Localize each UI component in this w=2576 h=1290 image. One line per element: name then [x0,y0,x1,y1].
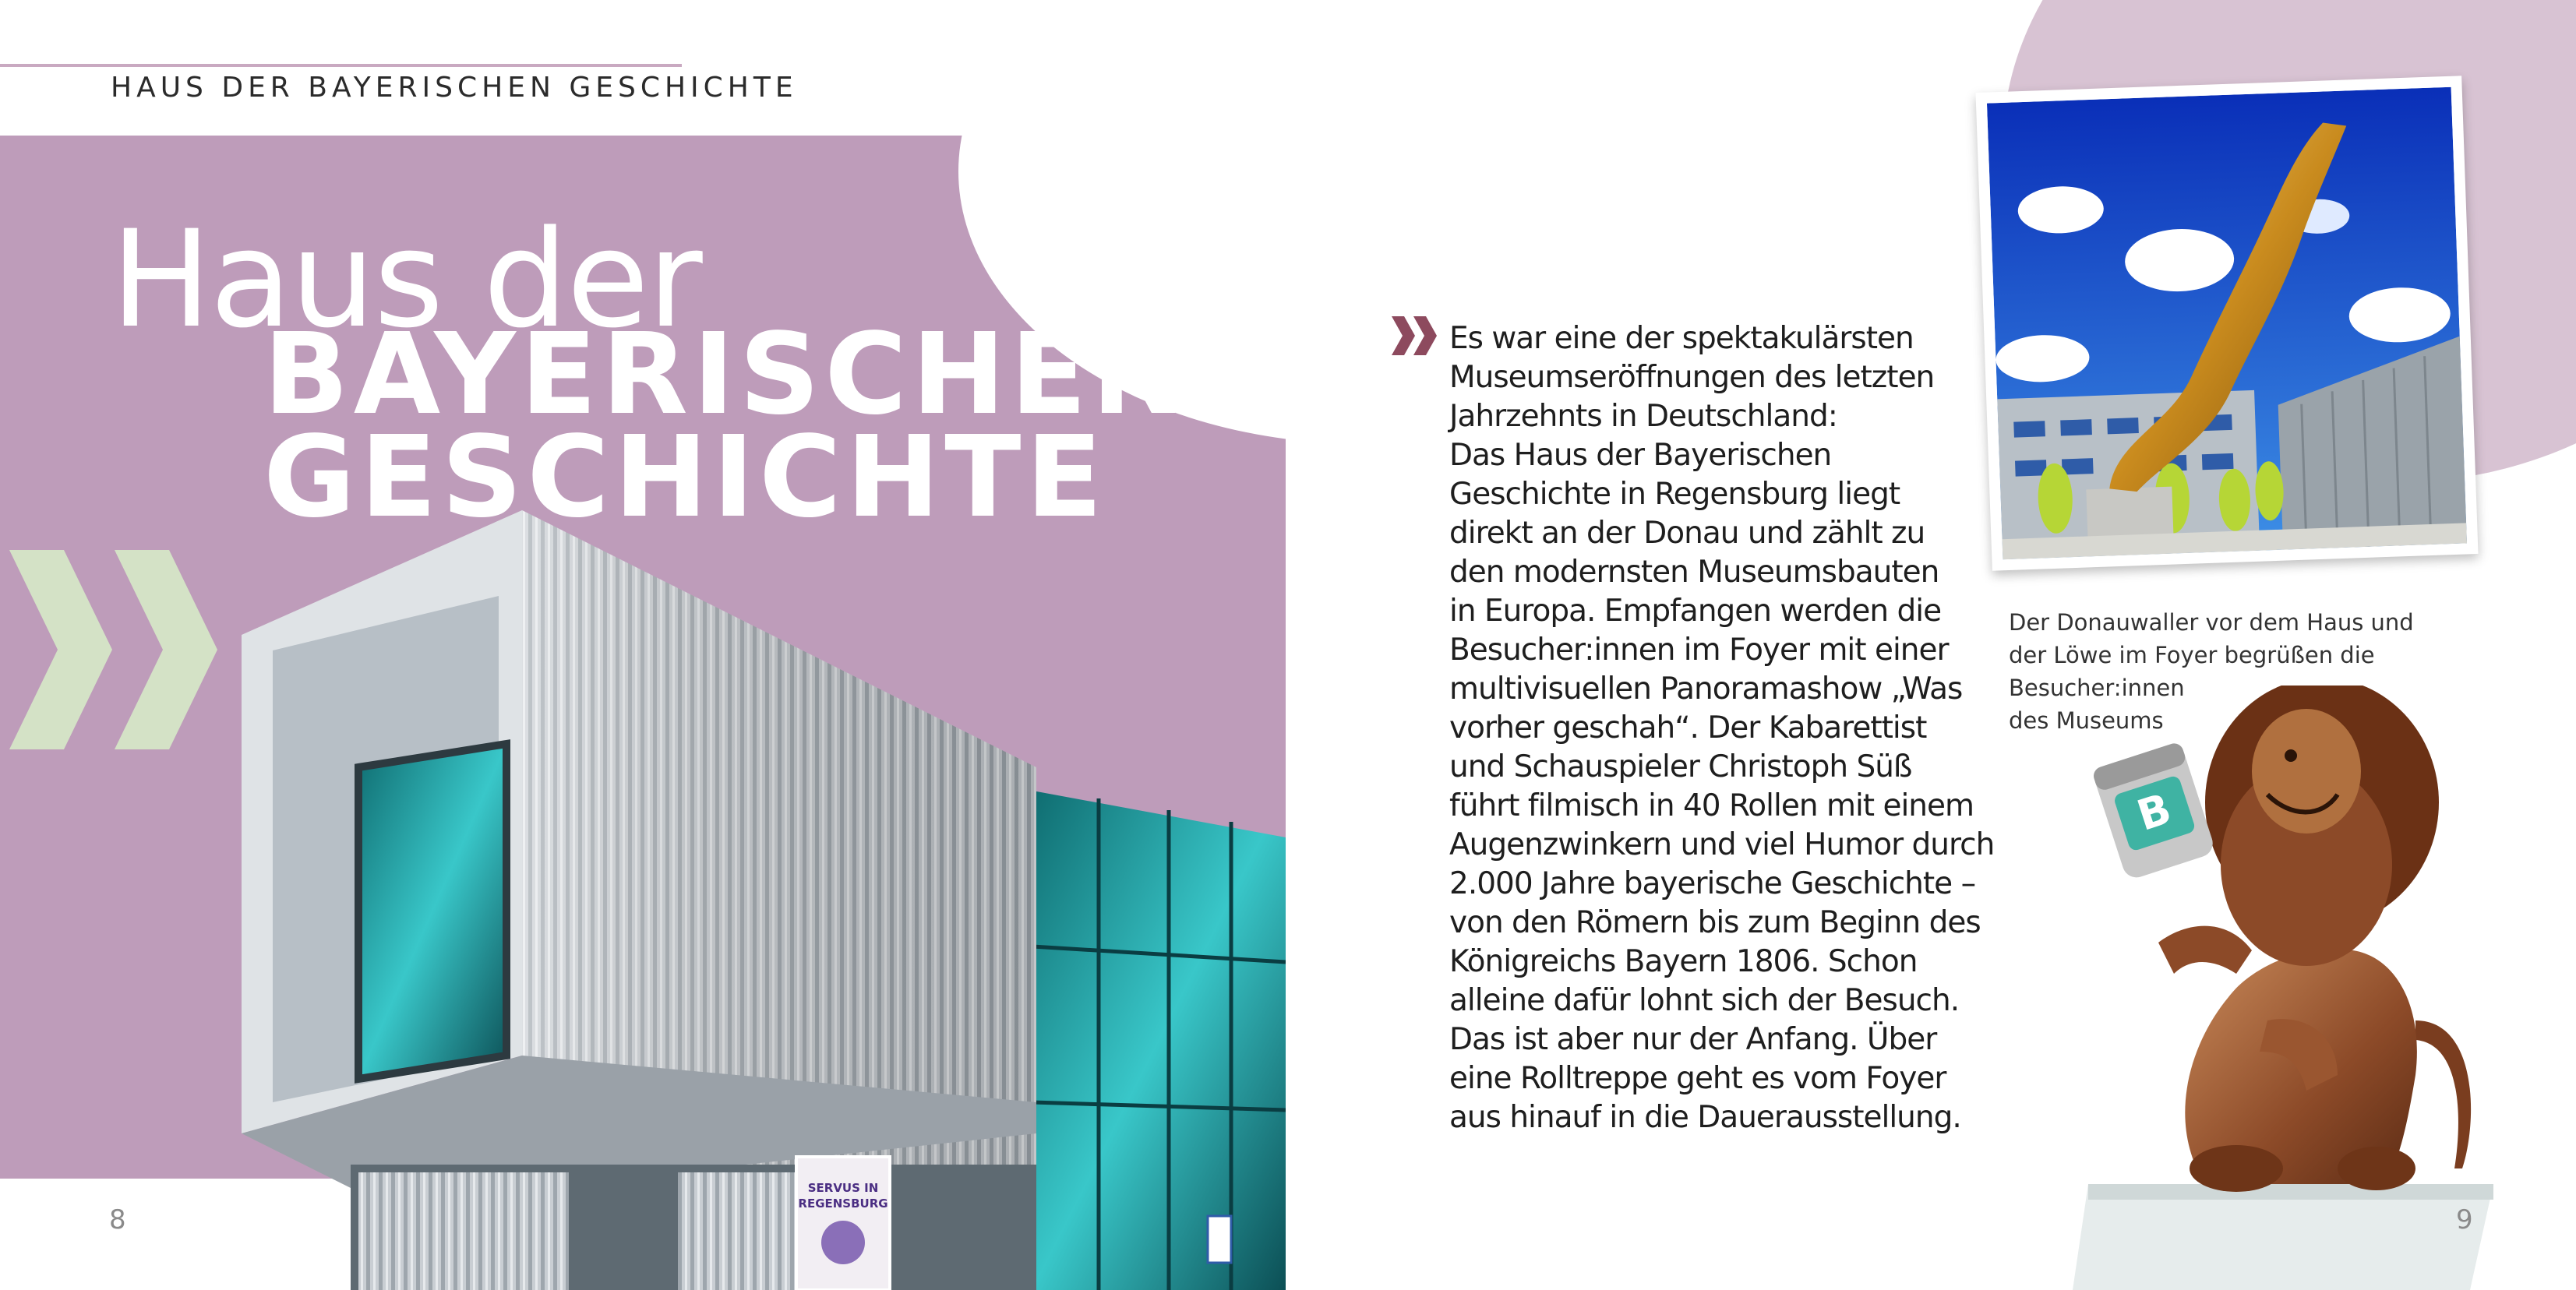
body-text-line: und Schauspieler Christoph Süß [1449,749,1912,784]
body-text-line: den modernsten Museumsbauten [1449,555,1939,590]
body-text-line: eine Rolltreppe geht es vom Foyer [1449,1061,1946,1096]
caption-line: Der Donauwaller vor dem Haus und [2009,609,2414,636]
double-chevron-icon [9,550,220,749]
body-text-line: Geschichte in Regensburg liegt [1449,477,1900,512]
page-number-left: 8 [109,1204,126,1235]
framed-photo [1975,76,2478,570]
body-text-line: Das ist aber nur der Anfang. Über [1449,1022,1937,1057]
poster-text-2: REGENSBURG [798,1197,888,1211]
body-text-line: direkt an der Donau und zählt zu [1449,516,1925,551]
body-text-line: Besucher:innen im Foyer mit einer [1449,633,1949,668]
title-line-1: Haus der [111,201,701,358]
body-text-line: 2.000 Jahre bayerische Geschichte – [1449,866,1976,901]
body-text-line: Augenzwinkern und viel Humor durch [1449,827,1995,862]
header-rule [0,64,682,67]
running-header: HAUS DER BAYERISCHEN GESCHICHTE [111,72,798,104]
poster-text-1: SERVUS IN [807,1181,879,1195]
body-text-line: führt filmisch in 40 Rollen mit einem [1449,788,1974,823]
body-text-line: vorher geschah“. Der Kabarettist [1449,710,1927,745]
title-line-3: GESCHICHTE [263,411,1107,542]
body-text-line: Museumseröffnungen des letzten [1449,360,1935,395]
body-text-line: Königreichs Bayern 1806. Schon [1449,944,1918,979]
small-chevron-icon [1392,316,1438,355]
body-text-line: Jahrzehnts in Deutschland: [1449,399,1837,434]
caption-line: der Löwe im Foyer begrüßen die [2009,642,2375,668]
body-text-line: alleine dafür lohnt sich der Besuch. [1449,983,1960,1018]
caption-line: Besucher:innen [2009,675,2185,701]
page-number-right: 9 [2456,1204,2473,1235]
body-text-line: Es war eine der spektakulärsten [1449,321,1914,356]
title-line-2: BAYERISCHEN [263,308,1191,439]
body-text [1449,319,1995,1137]
body-text-line: aus hinauf in die Dauerausstellung. [1449,1100,1961,1135]
body-text-line: von den Römern bis zum Beginn des [1449,905,1981,940]
caption-line: des Museums [2009,707,2164,734]
body-text-line: Das Haus der Bayerischen [1449,438,1832,473]
donauwaller-photo [1987,87,2467,559]
svg-text:B: B [2131,784,2177,841]
museum-building-photo [242,510,1286,1290]
body-text-line: in Europa. Empfangen werden die [1449,594,1942,629]
lion-statue-photo [2073,686,2501,1290]
body-text-line: multivisuellen Panoramashow „Was [1449,671,1963,707]
